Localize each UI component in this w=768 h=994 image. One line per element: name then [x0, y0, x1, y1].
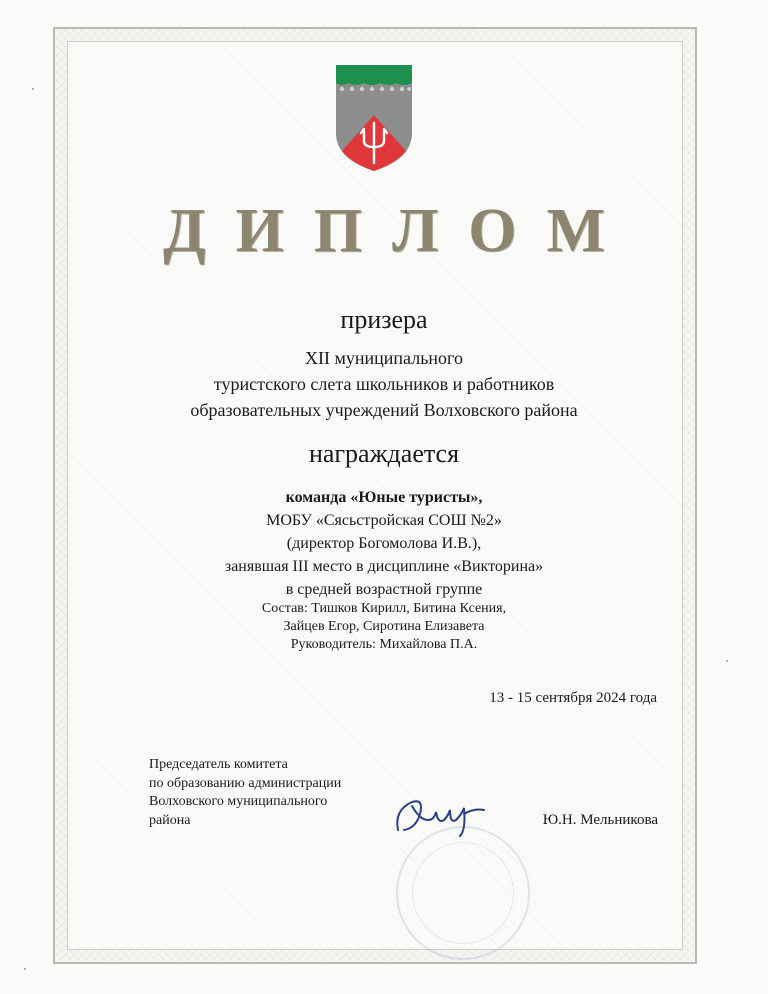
- age-group: в средней возрастной группе: [285, 581, 483, 598]
- school-name: МОБУ «Сясьстройская СОШ №2»: [266, 512, 502, 529]
- event-line-1: XII муниципального: [305, 348, 463, 368]
- team-leader: Руководитель: Михайлова П.А.: [290, 637, 478, 652]
- scan-speck: [726, 660, 728, 662]
- chair-line-1: Председатель комитета: [149, 757, 288, 772]
- team-composition-1: Состав: Тишков Кирилл, Битина Ксения,: [261, 601, 507, 616]
- signature-icon: [390, 790, 490, 842]
- chair-line-3: Волховского муниципального: [149, 794, 328, 809]
- diploma-subtitle: призера: [340, 305, 428, 334]
- signer-name: Ю.Н. Мельникова: [542, 812, 658, 828]
- diploma-title: ДИПЛОМ: [162, 197, 636, 265]
- chair-line-2: по образованию администрации: [149, 775, 342, 791]
- team-composition-2: Зайцев Егор, Сиротина Елизавета: [283, 619, 485, 634]
- scan-speck: [32, 88, 34, 90]
- awarded-label: награждается: [308, 439, 460, 468]
- director-name: (директор Богомолова И.В.),: [286, 535, 482, 552]
- event-line-3: образовательных учреждений Волховского района: [190, 400, 578, 420]
- event-date: 13 - 15 сентября 2024 года: [489, 690, 657, 706]
- scan-speck: [24, 968, 26, 970]
- place-discipline: занявшая III место в дисциплине «Викторина»: [224, 558, 544, 575]
- official-stamp: [396, 826, 530, 960]
- event-line-2: туристского слета школьников и работников: [213, 374, 555, 394]
- team-name: команда «Юные туристы»,: [285, 489, 483, 506]
- coat-of-arms-icon: [334, 63, 414, 173]
- chair-line-4: района: [149, 812, 191, 828]
- chair-title: [149, 756, 341, 830]
